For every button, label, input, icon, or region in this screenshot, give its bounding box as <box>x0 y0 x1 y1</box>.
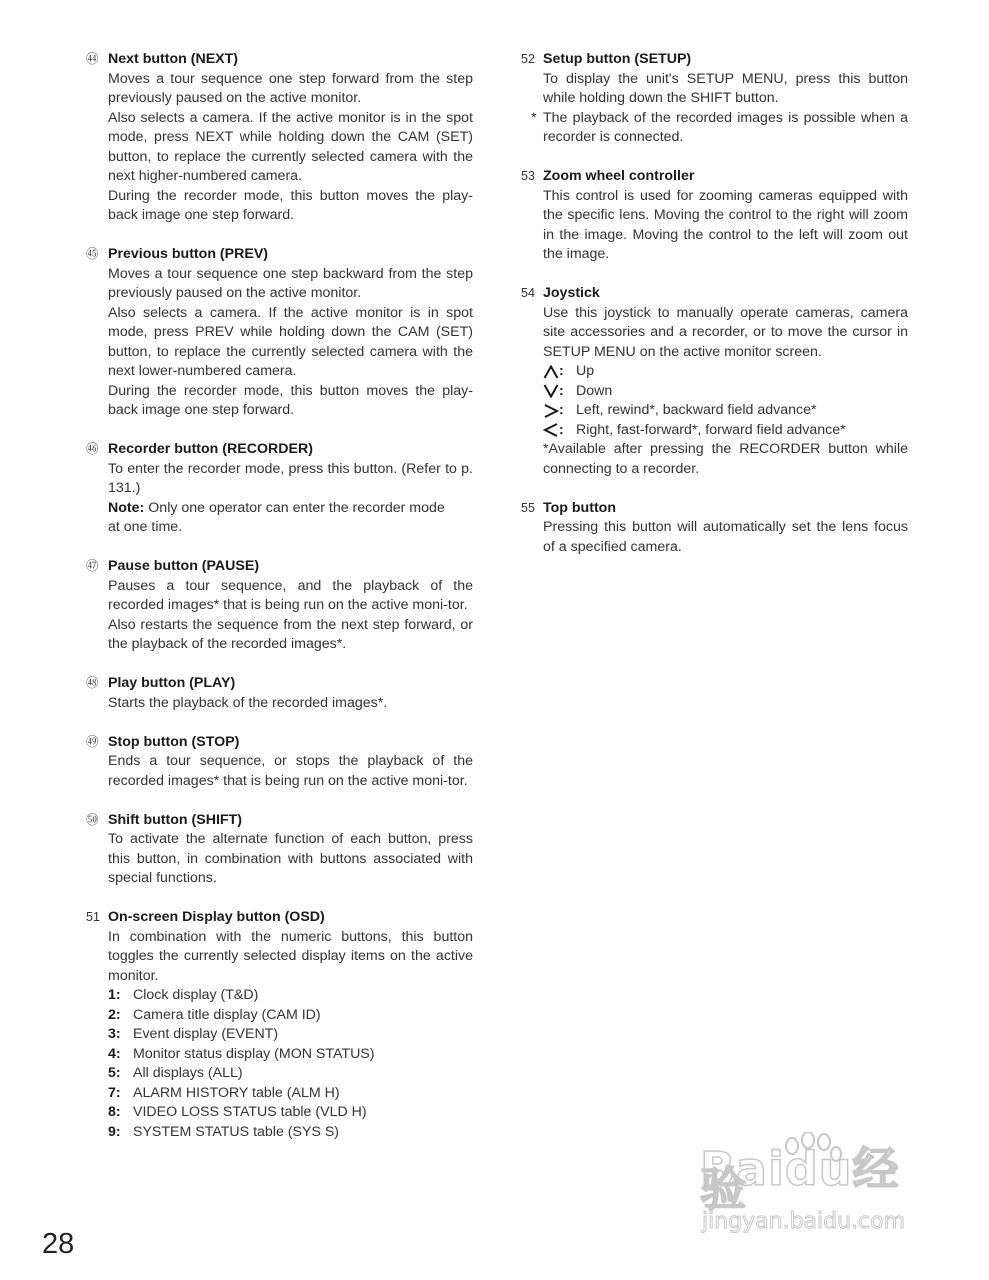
down-caret-icon <box>543 382 576 402</box>
section-body <box>108 265 473 421</box>
section-next-button <box>86 50 473 226</box>
list-text: Camera title display (CAM ID) <box>133 1006 321 1023</box>
paragraph: Use this joystick to manually operate cameras, camera site accessories and a recorder, or to move the cursor in SETUP MENU on the active monitor screen. <box>543 304 908 360</box>
asterisk: * <box>531 109 537 126</box>
section-heading <box>86 557 473 577</box>
section-heading <box>86 811 473 831</box>
list-key: 5: <box>108 1065 121 1081</box>
section-title: On-screen Display button (OSD) <box>108 909 325 925</box>
item-number: 51 <box>86 910 100 924</box>
footnote <box>531 109 908 148</box>
page-number: 28 <box>42 1228 75 1260</box>
section-body <box>108 694 473 714</box>
section-title: Shift button (SHIFT) <box>108 811 242 828</box>
list-item <box>108 1025 473 1045</box>
item-number: ㊽ <box>86 676 99 690</box>
list-text: Monitor status display (MON STATUS) <box>133 1045 375 1062</box>
list-key: 2: <box>108 1006 121 1023</box>
section-body <box>108 928 473 1143</box>
section-body <box>543 518 908 557</box>
direction-text: Right, fast-forward*, forward field advance* <box>576 421 846 438</box>
note-continuation: at one time. <box>108 519 183 535</box>
section-osd-button <box>86 908 473 1142</box>
section-heading <box>521 284 908 304</box>
colon: : <box>559 421 564 438</box>
section-heading <box>86 440 473 460</box>
colon: : <box>559 402 564 418</box>
paragraph: Moves a tour sequence one step forward from the step previously paused on the active monitor. <box>108 70 473 106</box>
list-text: ALARM HISTORY table (ALM H) <box>133 1084 340 1101</box>
note <box>108 499 473 519</box>
note-label: Note: <box>108 499 145 516</box>
paragraph: To display the unit's SETUP MENU, press this button while holding down the SHIFT button. <box>543 70 908 106</box>
section-heading <box>86 908 473 928</box>
paragraph: To enter the recorder mode, press this button. (Refer to p. 131.) <box>108 460 473 496</box>
section-heading <box>521 499 908 519</box>
list-key: 7: <box>108 1084 121 1101</box>
section-recorder-button <box>86 440 473 538</box>
direction-text: Down <box>576 382 613 399</box>
section-heading <box>86 50 473 70</box>
section-setup-button <box>521 50 908 148</box>
paragraph: This control is used for zooming cameras equipped with the specific lens. Moving the control to the right will zoom in the image. Moving the control to the left will zoom out the image. <box>543 187 908 262</box>
section-body <box>531 70 908 148</box>
right-column <box>521 50 908 577</box>
item-number: ㊾ <box>86 734 99 749</box>
item-number: 53 <box>521 169 535 183</box>
section-pause-button <box>86 557 473 655</box>
paragraph: To activate the alternate function of each button, press this button, in combination with buttons associated with special functions. <box>108 831 473 886</box>
paragraph: Also selects a camera. If the active monitor is in the spot mode, press NEXT while holding down the CAM (SET) button, to replace the currently selected camera with the next higher-numbered camera. <box>108 109 473 184</box>
item-number: ㊿ <box>86 812 99 827</box>
section-top-button <box>521 499 908 558</box>
item-number: ㊺ <box>86 247 99 261</box>
section-title: Stop button (STOP) <box>108 733 240 750</box>
section-body <box>543 187 908 265</box>
section-heading <box>86 674 473 694</box>
section-title: Joystick <box>543 285 600 301</box>
list-text: All displays (ALL) <box>133 1065 243 1081</box>
paragraph: Pressing this button will automatically set the lens focus of a specified camera. <box>543 519 908 555</box>
list-item <box>108 1006 473 1026</box>
watermark-logo-text: Baidu经验 <box>700 1142 900 1216</box>
paragraph: Also restarts the sequence from the next step forward, or the playback of the recorded images*. <box>108 616 473 652</box>
list-key: 1: <box>108 987 121 1003</box>
item-number: ㊻ <box>86 442 99 456</box>
direction-text: Left, rewind*, backward field advance* <box>576 402 817 418</box>
section-body <box>108 460 473 538</box>
watermark-url: jingyan.baidu.com <box>702 1209 906 1234</box>
colon: : <box>559 363 564 379</box>
item-number: 52 <box>521 52 535 66</box>
section-body <box>108 70 473 226</box>
section-title: Zoom wheel controller <box>543 168 695 184</box>
direction-down <box>543 382 908 402</box>
right-caret-icon <box>543 401 576 421</box>
list-text: VIDEO LOSS STATUS table (VLD H) <box>133 1104 367 1120</box>
section-body <box>108 577 473 655</box>
list-text: Clock display (T&D) <box>133 987 259 1003</box>
item-number: ㊹ <box>86 52 99 66</box>
section-joystick <box>521 284 908 479</box>
footnote-text: *Available after pressing the RECORDER button while connecting to a recorder. <box>543 441 908 477</box>
paragraph: During the recorder mode, this button moves the play-back image one step forward. <box>108 382 473 418</box>
paragraph: Starts the playback of the recorded images*. <box>108 694 388 711</box>
item-number: ㊼ <box>86 559 99 573</box>
list-item <box>108 986 473 1006</box>
paragraph: During the recorder mode, this button moves the play-back image one step forward. <box>108 187 473 223</box>
section-title: Previous button (PREV) <box>108 246 269 262</box>
up-caret-icon <box>543 362 576 382</box>
section-zoom-wheel <box>521 167 908 265</box>
colon: : <box>559 382 564 399</box>
section-stop-button <box>86 733 473 792</box>
list-key: 4: <box>108 1045 121 1062</box>
section-heading <box>86 733 473 753</box>
paragraph: Ends a tour sequence, or stops the playback of the recorded images* that is being run on the active moni-tor. <box>108 753 473 789</box>
paragraph: In combination with the numeric buttons, this button toggles the currently selected display items on the active monitor. <box>108 928 473 984</box>
list-key: 3: <box>108 1026 121 1042</box>
section-body <box>108 752 473 791</box>
list-item <box>108 1064 473 1084</box>
section-shift-button <box>86 811 473 889</box>
item-number: 54 <box>521 286 535 300</box>
section-title: Pause button (PAUSE) <box>108 558 260 574</box>
list-item <box>108 1123 473 1143</box>
section-body <box>543 304 908 480</box>
section-title: Setup button (SETUP) <box>543 51 692 67</box>
section-title: Next button (NEXT) <box>108 51 239 67</box>
left-column <box>86 50 473 1162</box>
list-text: SYSTEM STATUS table (SYS S) <box>133 1123 340 1140</box>
direction-right-caret <box>543 401 908 421</box>
list-item <box>108 1045 473 1065</box>
list-item <box>108 1084 473 1104</box>
direction-up <box>543 362 908 382</box>
baidu-watermark <box>700 1132 940 1244</box>
section-body <box>108 830 473 889</box>
list-key: 8: <box>108 1104 121 1120</box>
section-heading <box>86 245 473 265</box>
section-play-button <box>86 674 473 713</box>
section-title: Recorder button (RECORDER) <box>108 441 313 457</box>
list-text: Event display (EVENT) <box>133 1026 279 1042</box>
list-item <box>108 1103 473 1123</box>
section-title: Top button <box>543 499 617 516</box>
section-heading <box>521 50 908 70</box>
section-title: Play button (PLAY) <box>108 675 236 691</box>
direction-left-caret <box>543 421 908 441</box>
paragraph: Moves a tour sequence one step backward from the step previously paused on the active monitor. <box>108 265 473 301</box>
left-caret-icon <box>543 421 576 441</box>
paragraph: Pauses a tour sequence, and the playback of the recorded images* that is being run on the active moni-tor. <box>108 577 473 613</box>
list-key: 9: <box>108 1123 121 1140</box>
item-number: 55 <box>521 500 535 515</box>
note-text: Only one operator can enter the recorder mode <box>148 499 445 516</box>
section-heading <box>521 167 908 187</box>
section-previous-button <box>86 245 473 421</box>
footnote-text: The playback of the recorded images is possible when a recorder is connected. <box>543 109 908 145</box>
paragraph: Also selects a camera. If the active monitor is in spot mode, press PREV while holding down the CAM (SET) button, to replace the currently selected camera with the next lower-numbered camera. <box>108 304 473 379</box>
direction-text: Up <box>576 363 595 379</box>
